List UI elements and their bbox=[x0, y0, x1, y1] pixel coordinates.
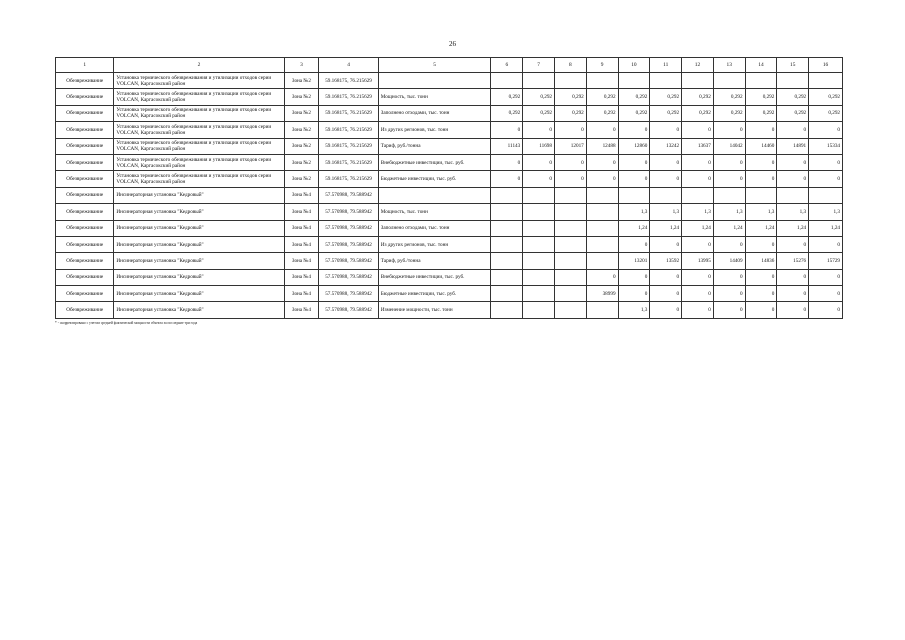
year-value-cell bbox=[523, 73, 555, 89]
zone-cell: Зона №4 bbox=[284, 269, 319, 285]
year-value-cell: 12488 bbox=[586, 138, 618, 154]
activity-cell: Обезвреживание bbox=[56, 122, 114, 138]
year-value-cell: 0,292 bbox=[491, 89, 523, 105]
year-value-cell: 0 bbox=[777, 302, 809, 318]
year-value-cell bbox=[491, 220, 523, 236]
zone-cell: Зона №2 bbox=[284, 154, 319, 170]
year-value-cell bbox=[491, 253, 523, 269]
year-value-cell: 0 bbox=[713, 269, 745, 285]
year-value-cell bbox=[586, 236, 618, 252]
year-value-cell: 1,3 bbox=[713, 204, 745, 220]
year-value-cell: 13242 bbox=[650, 138, 682, 154]
header-row bbox=[56, 58, 843, 73]
table-row bbox=[56, 236, 843, 252]
year-value-cell: 0 bbox=[491, 171, 523, 187]
year-value-cell: 0,292 bbox=[523, 89, 555, 105]
year-value-cell: 0 bbox=[555, 122, 587, 138]
facility-name-cell: Установка термического обезвреживания и утилизации отходов серии VOLCAN, Каргасокский район bbox=[114, 154, 284, 170]
year-value-cell: 0 bbox=[586, 122, 618, 138]
table-row bbox=[56, 253, 843, 269]
zone-cell: Зона №4 bbox=[284, 220, 319, 236]
year-value-cell bbox=[682, 187, 714, 203]
year-value-cell: 0 bbox=[523, 171, 555, 187]
year-value-cell: 0 bbox=[745, 302, 777, 318]
year-value-cell: 0,292 bbox=[586, 89, 618, 105]
zone-cell: Зона №4 bbox=[284, 187, 319, 203]
coordinates-cell: 57.570988, 79.588942 bbox=[319, 204, 378, 220]
year-value-cell: 0 bbox=[745, 122, 777, 138]
year-value-cell bbox=[682, 73, 714, 89]
zone-cell: Зона №2 bbox=[284, 89, 319, 105]
indicator-cell: Внебюджетные инвестиции, тыс. руб. bbox=[378, 154, 491, 170]
year-value-cell: 13637 bbox=[682, 138, 714, 154]
year-value-cell bbox=[650, 73, 682, 89]
table-row bbox=[56, 89, 843, 105]
year-value-cell: 0 bbox=[809, 122, 843, 138]
col-header: 7 bbox=[523, 58, 555, 73]
year-value-cell: 1,24 bbox=[618, 220, 650, 236]
year-value-cell bbox=[555, 302, 587, 318]
facility-name-cell: Инсинераторная установка "Кедровый" bbox=[114, 302, 284, 318]
year-value-cell bbox=[491, 204, 523, 220]
indicator-cell: Бюджетные инвестиции, тыс. руб. bbox=[378, 286, 491, 302]
year-value-cell: 0,292 bbox=[650, 105, 682, 121]
year-value-cell: 0 bbox=[586, 154, 618, 170]
zone-cell: Зона №2 bbox=[284, 171, 319, 187]
year-value-cell: 0 bbox=[650, 171, 682, 187]
year-value-cell: 0 bbox=[491, 154, 523, 170]
table-row bbox=[56, 171, 843, 187]
activity-cell: Обезвреживание bbox=[56, 187, 114, 203]
coordinates-cell: 57.570988, 79.588942 bbox=[319, 236, 378, 252]
facility-name-cell: Инсинераторная установка "Кедровый" bbox=[114, 236, 284, 252]
year-value-cell: 0 bbox=[777, 269, 809, 285]
table-row bbox=[56, 122, 843, 138]
year-value-cell: 1,24 bbox=[682, 220, 714, 236]
coordinates-cell: 57.570988, 79.588942 bbox=[319, 220, 378, 236]
year-value-cell: 0 bbox=[682, 171, 714, 187]
table-row bbox=[56, 286, 843, 302]
year-value-cell: 14460 bbox=[745, 138, 777, 154]
year-value-cell: 0,292 bbox=[777, 89, 809, 105]
year-value-cell: 0,292 bbox=[777, 105, 809, 121]
year-value-cell bbox=[523, 187, 555, 203]
year-value-cell: 13201 bbox=[618, 253, 650, 269]
year-value-cell: 0 bbox=[777, 286, 809, 302]
year-value-cell: 38999 bbox=[586, 286, 618, 302]
year-value-cell bbox=[809, 73, 843, 89]
year-value-cell: 13592 bbox=[650, 253, 682, 269]
year-value-cell bbox=[523, 204, 555, 220]
activity-cell: Обезвреживание bbox=[56, 236, 114, 252]
indicator-cell: Тариф, руб./тонна bbox=[378, 253, 491, 269]
year-value-cell: 0,292 bbox=[618, 89, 650, 105]
zone-cell: Зона №4 bbox=[284, 253, 319, 269]
year-value-cell: 1,24 bbox=[745, 220, 777, 236]
year-value-cell: 0 bbox=[618, 171, 650, 187]
coordinates-cell: 57.570988, 79.588942 bbox=[319, 253, 378, 269]
facility-name-cell: Инсинераторная установка "Кедровый" bbox=[114, 220, 284, 236]
activity-cell: Обезвреживание bbox=[56, 220, 114, 236]
year-value-cell: 15276 bbox=[777, 253, 809, 269]
year-value-cell: 0 bbox=[713, 236, 745, 252]
year-value-cell: 0 bbox=[809, 302, 843, 318]
year-value-cell bbox=[523, 286, 555, 302]
activity-cell: Обезвреживание bbox=[56, 73, 114, 89]
facility-name-cell: Установка термического обезвреживания и утилизации отходов серии VOLCAN, Каргасокский район bbox=[114, 89, 284, 105]
year-value-cell: 0 bbox=[809, 236, 843, 252]
zone-cell: Зона №4 bbox=[284, 302, 319, 318]
year-value-cell bbox=[491, 187, 523, 203]
table-row bbox=[56, 302, 843, 318]
col-header: 15 bbox=[777, 58, 809, 73]
year-value-cell bbox=[713, 73, 745, 89]
facility-name-cell: Инсинераторная установка "Кедровый" bbox=[114, 187, 284, 203]
year-value-cell bbox=[491, 302, 523, 318]
indicator-cell bbox=[378, 73, 491, 89]
year-value-cell: 0 bbox=[618, 269, 650, 285]
facility-name-cell: Установка термического обезвреживания и утилизации отходов серии VOLCAN, Каргасокский район bbox=[114, 122, 284, 138]
zone-cell: Зона №2 bbox=[284, 138, 319, 154]
col-header: 13 bbox=[713, 58, 745, 73]
year-value-cell bbox=[491, 236, 523, 252]
year-value-cell: 0 bbox=[682, 122, 714, 138]
year-value-cell: 0 bbox=[523, 154, 555, 170]
year-value-cell bbox=[523, 220, 555, 236]
facility-name-cell: Инсинераторная установка "Кедровый" bbox=[114, 269, 284, 285]
year-value-cell bbox=[555, 286, 587, 302]
activity-cell: Обезвреживание bbox=[56, 171, 114, 187]
year-value-cell bbox=[523, 236, 555, 252]
year-value-cell: 0 bbox=[523, 122, 555, 138]
zone-cell: Зона №2 bbox=[284, 105, 319, 121]
year-value-cell bbox=[745, 73, 777, 89]
year-value-cell: 0 bbox=[682, 236, 714, 252]
year-value-cell bbox=[555, 187, 587, 203]
footnote: * - скорректировано с учетом средней фактической мощности объекта за последние три года bbox=[55, 321, 198, 325]
coordinates-cell: 59.168175, 76.215629 bbox=[319, 171, 378, 187]
year-value-cell bbox=[586, 73, 618, 89]
year-value-cell: 0 bbox=[650, 122, 682, 138]
year-value-cell: 14409 bbox=[713, 253, 745, 269]
year-value-cell: 0 bbox=[809, 171, 843, 187]
year-value-cell bbox=[555, 204, 587, 220]
year-value-cell: 0 bbox=[777, 122, 809, 138]
indicator-cell: Внебюджетные инвестиции, тыс. руб. bbox=[378, 269, 491, 285]
year-value-cell: 0,292 bbox=[586, 105, 618, 121]
year-value-cell bbox=[777, 187, 809, 203]
year-value-cell bbox=[809, 187, 843, 203]
zone-cell: Зона №4 bbox=[284, 204, 319, 220]
year-value-cell: 0 bbox=[809, 286, 843, 302]
year-value-cell bbox=[491, 73, 523, 89]
table-row bbox=[56, 105, 843, 121]
year-value-cell: 1,3 bbox=[650, 204, 682, 220]
year-value-cell: 15729 bbox=[809, 253, 843, 269]
year-value-cell: 0 bbox=[586, 269, 618, 285]
year-value-cell: 11698 bbox=[523, 138, 555, 154]
year-value-cell: 0 bbox=[555, 171, 587, 187]
year-value-cell: 0 bbox=[650, 286, 682, 302]
year-value-cell: 1,3 bbox=[618, 204, 650, 220]
year-value-cell bbox=[586, 253, 618, 269]
col-header: 4 bbox=[319, 58, 378, 73]
activity-cell: Обезвреживание bbox=[56, 89, 114, 105]
year-value-cell: 0 bbox=[713, 122, 745, 138]
activity-cell: Обезвреживание bbox=[56, 253, 114, 269]
col-header: 8 bbox=[555, 58, 587, 73]
year-value-cell bbox=[523, 269, 555, 285]
year-value-cell bbox=[523, 253, 555, 269]
col-header: 6 bbox=[491, 58, 523, 73]
year-value-cell: 0 bbox=[682, 302, 714, 318]
year-value-cell: 0 bbox=[650, 236, 682, 252]
year-value-cell bbox=[618, 187, 650, 203]
year-value-cell: 14836 bbox=[745, 253, 777, 269]
year-value-cell: 1,24 bbox=[713, 220, 745, 236]
table-row bbox=[56, 269, 843, 285]
year-value-cell: 0,292 bbox=[491, 105, 523, 121]
col-header: 5 bbox=[378, 58, 491, 73]
indicator-cell: Бюджетные инвестиции, тыс. руб. bbox=[378, 171, 491, 187]
year-value-cell: 0,292 bbox=[555, 89, 587, 105]
indicator-cell: Из других регионов, тыс. тонн bbox=[378, 122, 491, 138]
year-value-cell: 1,3 bbox=[618, 302, 650, 318]
col-header: 1 bbox=[56, 58, 114, 73]
year-value-cell: 1,3 bbox=[777, 204, 809, 220]
facility-name-cell: Установка термического обезвреживания и утилизации отходов серии VOLCAN, Каргасокский район bbox=[114, 73, 284, 89]
year-value-cell: 0 bbox=[650, 154, 682, 170]
year-value-cell: 1,3 bbox=[809, 204, 843, 220]
year-value-cell bbox=[523, 302, 555, 318]
year-value-cell: 0 bbox=[745, 236, 777, 252]
year-value-cell: 0,292 bbox=[682, 89, 714, 105]
year-value-cell bbox=[586, 204, 618, 220]
year-value-cell: 0 bbox=[650, 269, 682, 285]
year-value-cell bbox=[586, 187, 618, 203]
year-value-cell: 0 bbox=[555, 154, 587, 170]
year-value-cell: 15334 bbox=[809, 138, 843, 154]
year-value-cell: 1,3 bbox=[682, 204, 714, 220]
year-value-cell: 0 bbox=[682, 269, 714, 285]
year-value-cell: 14891 bbox=[777, 138, 809, 154]
indicator-cell: Мощность, тыс. тонн bbox=[378, 89, 491, 105]
facility-name-cell: Инсинераторная установка "Кедровый" bbox=[114, 286, 284, 302]
year-value-cell: 12860 bbox=[618, 138, 650, 154]
year-value-cell bbox=[555, 269, 587, 285]
year-value-cell bbox=[777, 73, 809, 89]
activity-cell: Обезвреживание bbox=[56, 269, 114, 285]
year-value-cell: 0,292 bbox=[682, 105, 714, 121]
coordinates-cell: 59.168175, 76.215629 bbox=[319, 154, 378, 170]
year-value-cell: 0 bbox=[682, 286, 714, 302]
activity-cell: Обезвреживание bbox=[56, 138, 114, 154]
year-value-cell: 0 bbox=[618, 154, 650, 170]
year-value-cell: 0,292 bbox=[745, 89, 777, 105]
year-value-cell: 0 bbox=[650, 302, 682, 318]
table-body bbox=[56, 73, 843, 319]
year-value-cell: 1,24 bbox=[809, 220, 843, 236]
table-row bbox=[56, 138, 843, 154]
year-value-cell: 14042 bbox=[713, 138, 745, 154]
facility-name-cell: Установка термического обезвреживания и утилизации отходов серии VOLCAN, Каргасокский район bbox=[114, 138, 284, 154]
year-value-cell bbox=[586, 220, 618, 236]
year-value-cell: 1,24 bbox=[777, 220, 809, 236]
col-header: 14 bbox=[745, 58, 777, 73]
year-value-cell: 0,292 bbox=[809, 105, 843, 121]
year-value-cell: 0 bbox=[713, 171, 745, 187]
activity-cell: Обезвреживание bbox=[56, 204, 114, 220]
year-value-cell: 0,292 bbox=[618, 105, 650, 121]
year-value-cell: 0,292 bbox=[523, 105, 555, 121]
year-value-cell: 0 bbox=[491, 122, 523, 138]
year-value-cell: 0 bbox=[618, 236, 650, 252]
year-value-cell: 0,292 bbox=[555, 105, 587, 121]
table-row bbox=[56, 73, 843, 89]
coordinates-cell: 57.570988, 79.588942 bbox=[319, 187, 378, 203]
year-value-cell: 0 bbox=[745, 286, 777, 302]
year-value-cell bbox=[555, 253, 587, 269]
activity-cell: Обезвреживание bbox=[56, 105, 114, 121]
coordinates-cell: 57.570988, 79.588942 bbox=[319, 269, 378, 285]
coordinates-cell: 59.168175, 76.215629 bbox=[319, 138, 378, 154]
coordinates-cell: 59.168175, 76.215629 bbox=[319, 89, 378, 105]
year-value-cell bbox=[555, 220, 587, 236]
activity-cell: Обезвреживание bbox=[56, 302, 114, 318]
year-value-cell: 0,292 bbox=[745, 105, 777, 121]
year-value-cell: 11143 bbox=[491, 138, 523, 154]
year-value-cell: 0 bbox=[682, 154, 714, 170]
year-value-cell: 0 bbox=[777, 236, 809, 252]
col-header: 11 bbox=[650, 58, 682, 73]
year-value-cell bbox=[491, 269, 523, 285]
year-value-cell: 0 bbox=[777, 171, 809, 187]
activity-cell: Обезвреживание bbox=[56, 286, 114, 302]
coordinates-cell: 57.570988, 79.588942 bbox=[319, 286, 378, 302]
zone-cell: Зона №4 bbox=[284, 286, 319, 302]
year-value-cell: 0 bbox=[713, 286, 745, 302]
col-header: 9 bbox=[586, 58, 618, 73]
year-value-cell: 0 bbox=[745, 171, 777, 187]
col-header: 12 bbox=[682, 58, 714, 73]
year-value-cell bbox=[491, 286, 523, 302]
facility-name-cell: Установка термического обезвреживания и утилизации отходов серии VOLCAN, Каргасокский район bbox=[114, 105, 284, 121]
year-value-cell: 0,292 bbox=[713, 89, 745, 105]
table-row bbox=[56, 220, 843, 236]
zone-cell: Зона №2 bbox=[284, 122, 319, 138]
facility-name-cell: Инсинераторная установка "Кедровый" bbox=[114, 204, 284, 220]
year-value-cell: 0 bbox=[713, 302, 745, 318]
indicator-cell: Мощность, тыс. тонн bbox=[378, 204, 491, 220]
col-header: 10 bbox=[618, 58, 650, 73]
coordinates-cell: 57.570988, 79.588942 bbox=[319, 302, 378, 318]
facility-name-cell: Инсинераторная установка "Кедровый" bbox=[114, 253, 284, 269]
year-value-cell bbox=[586, 302, 618, 318]
indicator-cell: Заполнено отходами, тыс. тонн bbox=[378, 105, 491, 121]
year-value-cell: 0,292 bbox=[809, 89, 843, 105]
facility-name-cell: Установка термического обезвреживания и утилизации отходов серии VOLCAN, Каргасокский район bbox=[114, 171, 284, 187]
year-value-cell bbox=[713, 187, 745, 203]
year-value-cell bbox=[650, 187, 682, 203]
zone-cell: Зона №4 bbox=[284, 236, 319, 252]
year-value-cell: 0,292 bbox=[650, 89, 682, 105]
year-value-cell: 0 bbox=[618, 286, 650, 302]
coordinates-cell: 59.168175, 76.215629 bbox=[319, 73, 378, 89]
year-value-cell: 0 bbox=[745, 154, 777, 170]
col-header: 3 bbox=[284, 58, 319, 73]
year-value-cell: 0 bbox=[586, 171, 618, 187]
col-header: 2 bbox=[114, 58, 284, 73]
year-value-cell: 1,24 bbox=[650, 220, 682, 236]
col-header: 16 bbox=[809, 58, 843, 73]
year-value-cell bbox=[745, 187, 777, 203]
zone-cell: Зона №2 bbox=[284, 73, 319, 89]
table-row bbox=[56, 154, 843, 170]
year-value-cell: 0,292 bbox=[713, 105, 745, 121]
data-table bbox=[55, 57, 843, 319]
activity-cell: Обезвреживание bbox=[56, 154, 114, 170]
year-value-cell bbox=[618, 73, 650, 89]
indicator-cell bbox=[378, 187, 491, 203]
year-value-cell: 0 bbox=[809, 154, 843, 170]
year-value-cell: 0 bbox=[745, 269, 777, 285]
year-value-cell: 0 bbox=[713, 154, 745, 170]
year-value-cell: 13995 bbox=[682, 253, 714, 269]
table-row bbox=[56, 187, 843, 203]
indicator-cell: Изменение мощности, тыс. тонн bbox=[378, 302, 491, 318]
year-value-cell bbox=[555, 236, 587, 252]
coordinates-cell: 59.168175, 76.215629 bbox=[319, 105, 378, 121]
year-value-cell bbox=[555, 73, 587, 89]
year-value-cell: 0 bbox=[618, 122, 650, 138]
coordinates-cell: 59.168175, 76.215629 bbox=[319, 122, 378, 138]
table-row bbox=[56, 204, 843, 220]
indicator-cell: Заполнено отходами, тыс. тонн bbox=[378, 220, 491, 236]
indicator-cell: Тариф, руб./тонна bbox=[378, 138, 491, 154]
year-value-cell: 0 bbox=[809, 269, 843, 285]
indicator-cell: Из других регионов, тыс. тонн bbox=[378, 236, 491, 252]
year-value-cell: 12017 bbox=[555, 138, 587, 154]
page-number: 26 bbox=[449, 40, 456, 48]
year-value-cell: 0 bbox=[777, 154, 809, 170]
year-value-cell: 1,3 bbox=[745, 204, 777, 220]
